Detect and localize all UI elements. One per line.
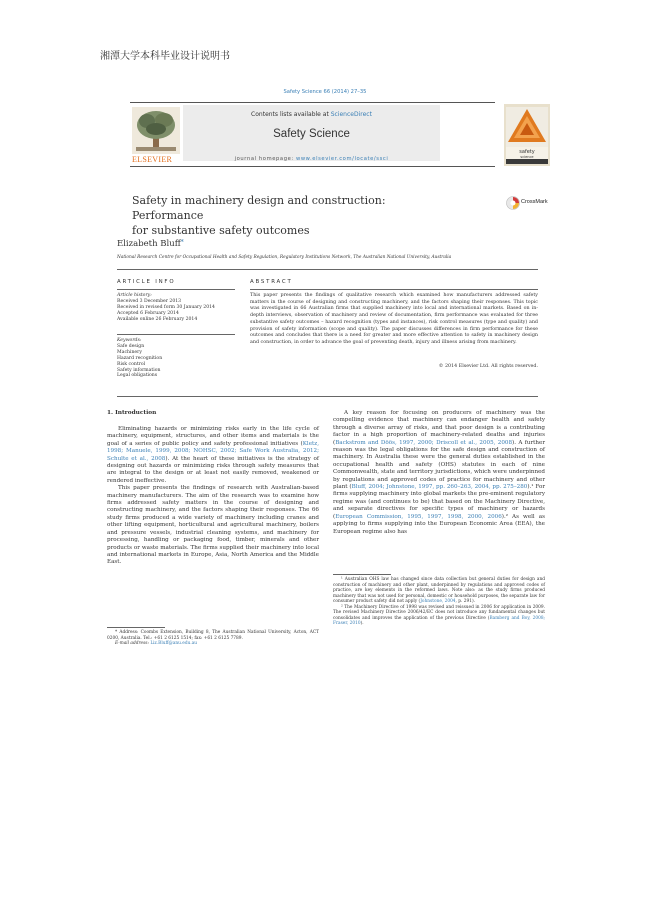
history-item: Available online 26 February 2014 [117,316,198,322]
history-item: Received 3 December 2013 [117,298,182,304]
footnote-divider [333,574,391,575]
crossmark-badge[interactable] [506,195,548,214]
citation-link[interactable]: Backstrom and Döös, 1997, 2000; Driscoll et al., 2005, 2008 [335,439,513,446]
footnote-divider [107,627,165,628]
keywords-label: Keywords: [117,338,142,343]
text: Eliminating hazards or minimizing risks early in the life cycle of machinery, equipment, structures, and other items and materials is the goal of a series of public policy and safety professional initiatives ( [107,426,319,447]
history-item: Received in revised form 30 January 2014 [117,304,215,310]
divider [117,396,538,397]
history-label: Article history: [117,293,152,298]
email-link[interactable]: Liz.Bluff@anu.edu.au [150,641,198,646]
text: ).² As well as applying to firms supplying into the European Economic Area (EEA), the European regime also has [333,513,545,535]
citation-link[interactable]: Johnstone, 2004 [420,599,456,604]
keyword: Safe design [117,343,145,349]
text: , p. 291). [455,599,476,604]
title-line-1: Safety in machinery design and construction: Performance [132,194,386,222]
footnote-email [107,641,319,647]
text: ). [360,621,364,626]
paragraph [333,410,545,536]
abstract-text: This paper presents the findings of qualitative research which examined how manufacturers addressed safety matters in the course of designing and constructing machinery, and the factors shaping their responses. This topic was investigated in 66 Australian firms that supplied machinery into local and international markets. Based on in-depth interviews, observation of machinery and review of documentation, firm performance was evaluated for three substantive safety outcomes – hazard recognition (types and instances), risk control measures (type and quality) and provision of safety information (scope and quality). The paper discusses differences in firm performance for these outcomes and concludes that there is a need for greater and more effective attention to safety in machinery design and construction, in order to advance the goal of preventing death, injury and illness arising from machinery. [250,293,538,345]
page-header: 湘潭大学本科毕业设计说明书 [100,51,230,62]
article-title [132,193,452,238]
contents-line [183,111,440,118]
abstract-heading: ABSTRACT [250,279,293,285]
article-history [117,293,235,323]
title-line-2: for substantive safety outcomes [132,224,310,237]
text: A key reason for focusing on producers of machinery was the compelling evidence that machinery can endanger health and safety through a diverse array of risks, and that poor design is a contributing factor in a high proportion of machinery-related deaths and injuries ( [333,410,545,446]
footnote-2 [333,605,545,627]
homepage-prefix: journal homepage: [234,156,296,162]
footnotes-right [333,577,545,627]
divider [117,269,538,270]
keyword: Safety information [117,367,161,373]
author-corresponding-mark[interactable]: * [180,239,184,246]
author-name: Elizabeth Bluff [117,239,181,249]
elsevier-wordmark: ELSEVIER [132,155,173,164]
keyword: Risk control [117,361,146,367]
intro-left-column [107,426,319,567]
homepage-link[interactable]: www.elsevier.com/locate/ssci [295,156,389,162]
email-label: E-mail address: [115,641,151,646]
svg-text:safety: safety [519,149,535,155]
text: ). A further reason was the legal obligations for the safe design and construction of machinery. In Australia these were the general duties established in the occupational health and safety (OHS) statutes in each of nine Commonwealth, state and territory jurisdictions, which were underpinned by regulations and approved codes of practice for machinery and other plant ( [333,439,545,491]
svg-text:science: science [520,155,534,159]
journal-citation[interactable]: Safety Science 66 (2014) 27–35 [283,89,367,95]
corresponding-footnote [107,630,319,647]
text: ¹ Australian OHS law has changed since data collection but general duties for design and construction of machinery and other plant, underpinned by regulations and approved codes of practice, are key elements in the reformed laws. Note also: as the study firms produced machinery that was not used for personal, domestic or household purposes, the separate law for consumer product safety did not apply ( [333,577,545,604]
footnote-1 [333,577,545,605]
divider [250,289,538,290]
article-info-heading: ARTICLE INFO [117,279,176,285]
author-line [117,239,184,249]
keywords [117,338,235,379]
keyword: Machinery [117,349,142,355]
journal-homepage [183,156,440,162]
crossmark-icon [506,196,520,210]
journal-name: Safety Science [273,128,350,140]
citation-link[interactable]: Bamberg and Boy, 2008; Fraser, 2010 [333,615,546,626]
copyright: © 2014 Elsevier Ltd. All rights reserved. [438,364,538,369]
divider [117,289,235,290]
intro-right-column [333,410,545,536]
history-item: Accepted 6 February 2014 [117,310,179,316]
journal-cover-thumbnail [504,104,550,166]
citation-link[interactable]: Bluff, 2004; Johnstone, 1997, pp. 260–263, 2004, pp. 275–280 [351,484,528,491]
text: ). At the heart of these initiatives is the strategy of designing out hazards or minimizing risks through safety measures that are integral to the design or at least not easily removed, weakened or rendered ineffective. [107,455,319,484]
text: ² The Machinery Directive of 1998 was revised and reissued in 2006 for application in 2009. The revised Machinery Directive 2006/42/EC does not introduce any fundamental changes but consolidates and improves the application of the previous Directive ( [333,604,545,621]
paragraph [107,426,319,485]
affiliation: National Research Centre for Occupational Health and Safety Regulation, Regulatory Institutions Network, The Australian National University, Australia [117,255,452,260]
elsevier-tree-logo-icon [132,107,180,154]
crossmark-label: CrossMark [521,199,548,205]
citation-link[interactable]: Kletz, 1998; Manuele, 1999, 2008; NOHSC, 2002; Safe Work Australia, 2012; Schulte et al., 2008 [107,440,319,462]
citation-link[interactable]: European Commission, 1995, 1997, 1998, 2000, 2006 [335,513,502,520]
keyword: Legal obligations [117,373,158,379]
footnote-address: * Address: Coombs Extension, Building 8, The Australian National University, Acton, ACT 0200, Australia. Tel.: +61 2 6125 1514; fax: +61 2 6125 7789. [107,630,319,641]
sciencedirect-link[interactable]: ScienceDirect [330,111,372,118]
keyword: Hazard recognition [117,355,163,361]
divider [117,334,235,335]
section-heading: 1. Introduction [107,410,157,416]
text: ).¹ For firms supplying machinery into global markets the pre-eminent regulatory regime was (and continues to be) that based on the Machinery Directive, and separate directives for specific types of machinery or hazards ( [333,484,545,520]
contents-prefix: Contents lists available at [251,111,331,118]
paragraph: This paper presents the findings of research with Australian-based machinery manufacturers. The aim of the research was to examine how firms addressed safety matters in the course of designing and constructing machinery, and the factors shaping their responses. The 66 study firms produced a wide variety of machinery including cranes and other lifting equipment, horticultural and agricultural machinery, boilers and pressure vessels, industrial cleaning systems, and machinery for processing, handling or packaging food, timber, minerals and other products or waste materials. The firms supplied their machinery into local and international markets in Europe, Asia, North America and the Middle East. [107,485,319,566]
